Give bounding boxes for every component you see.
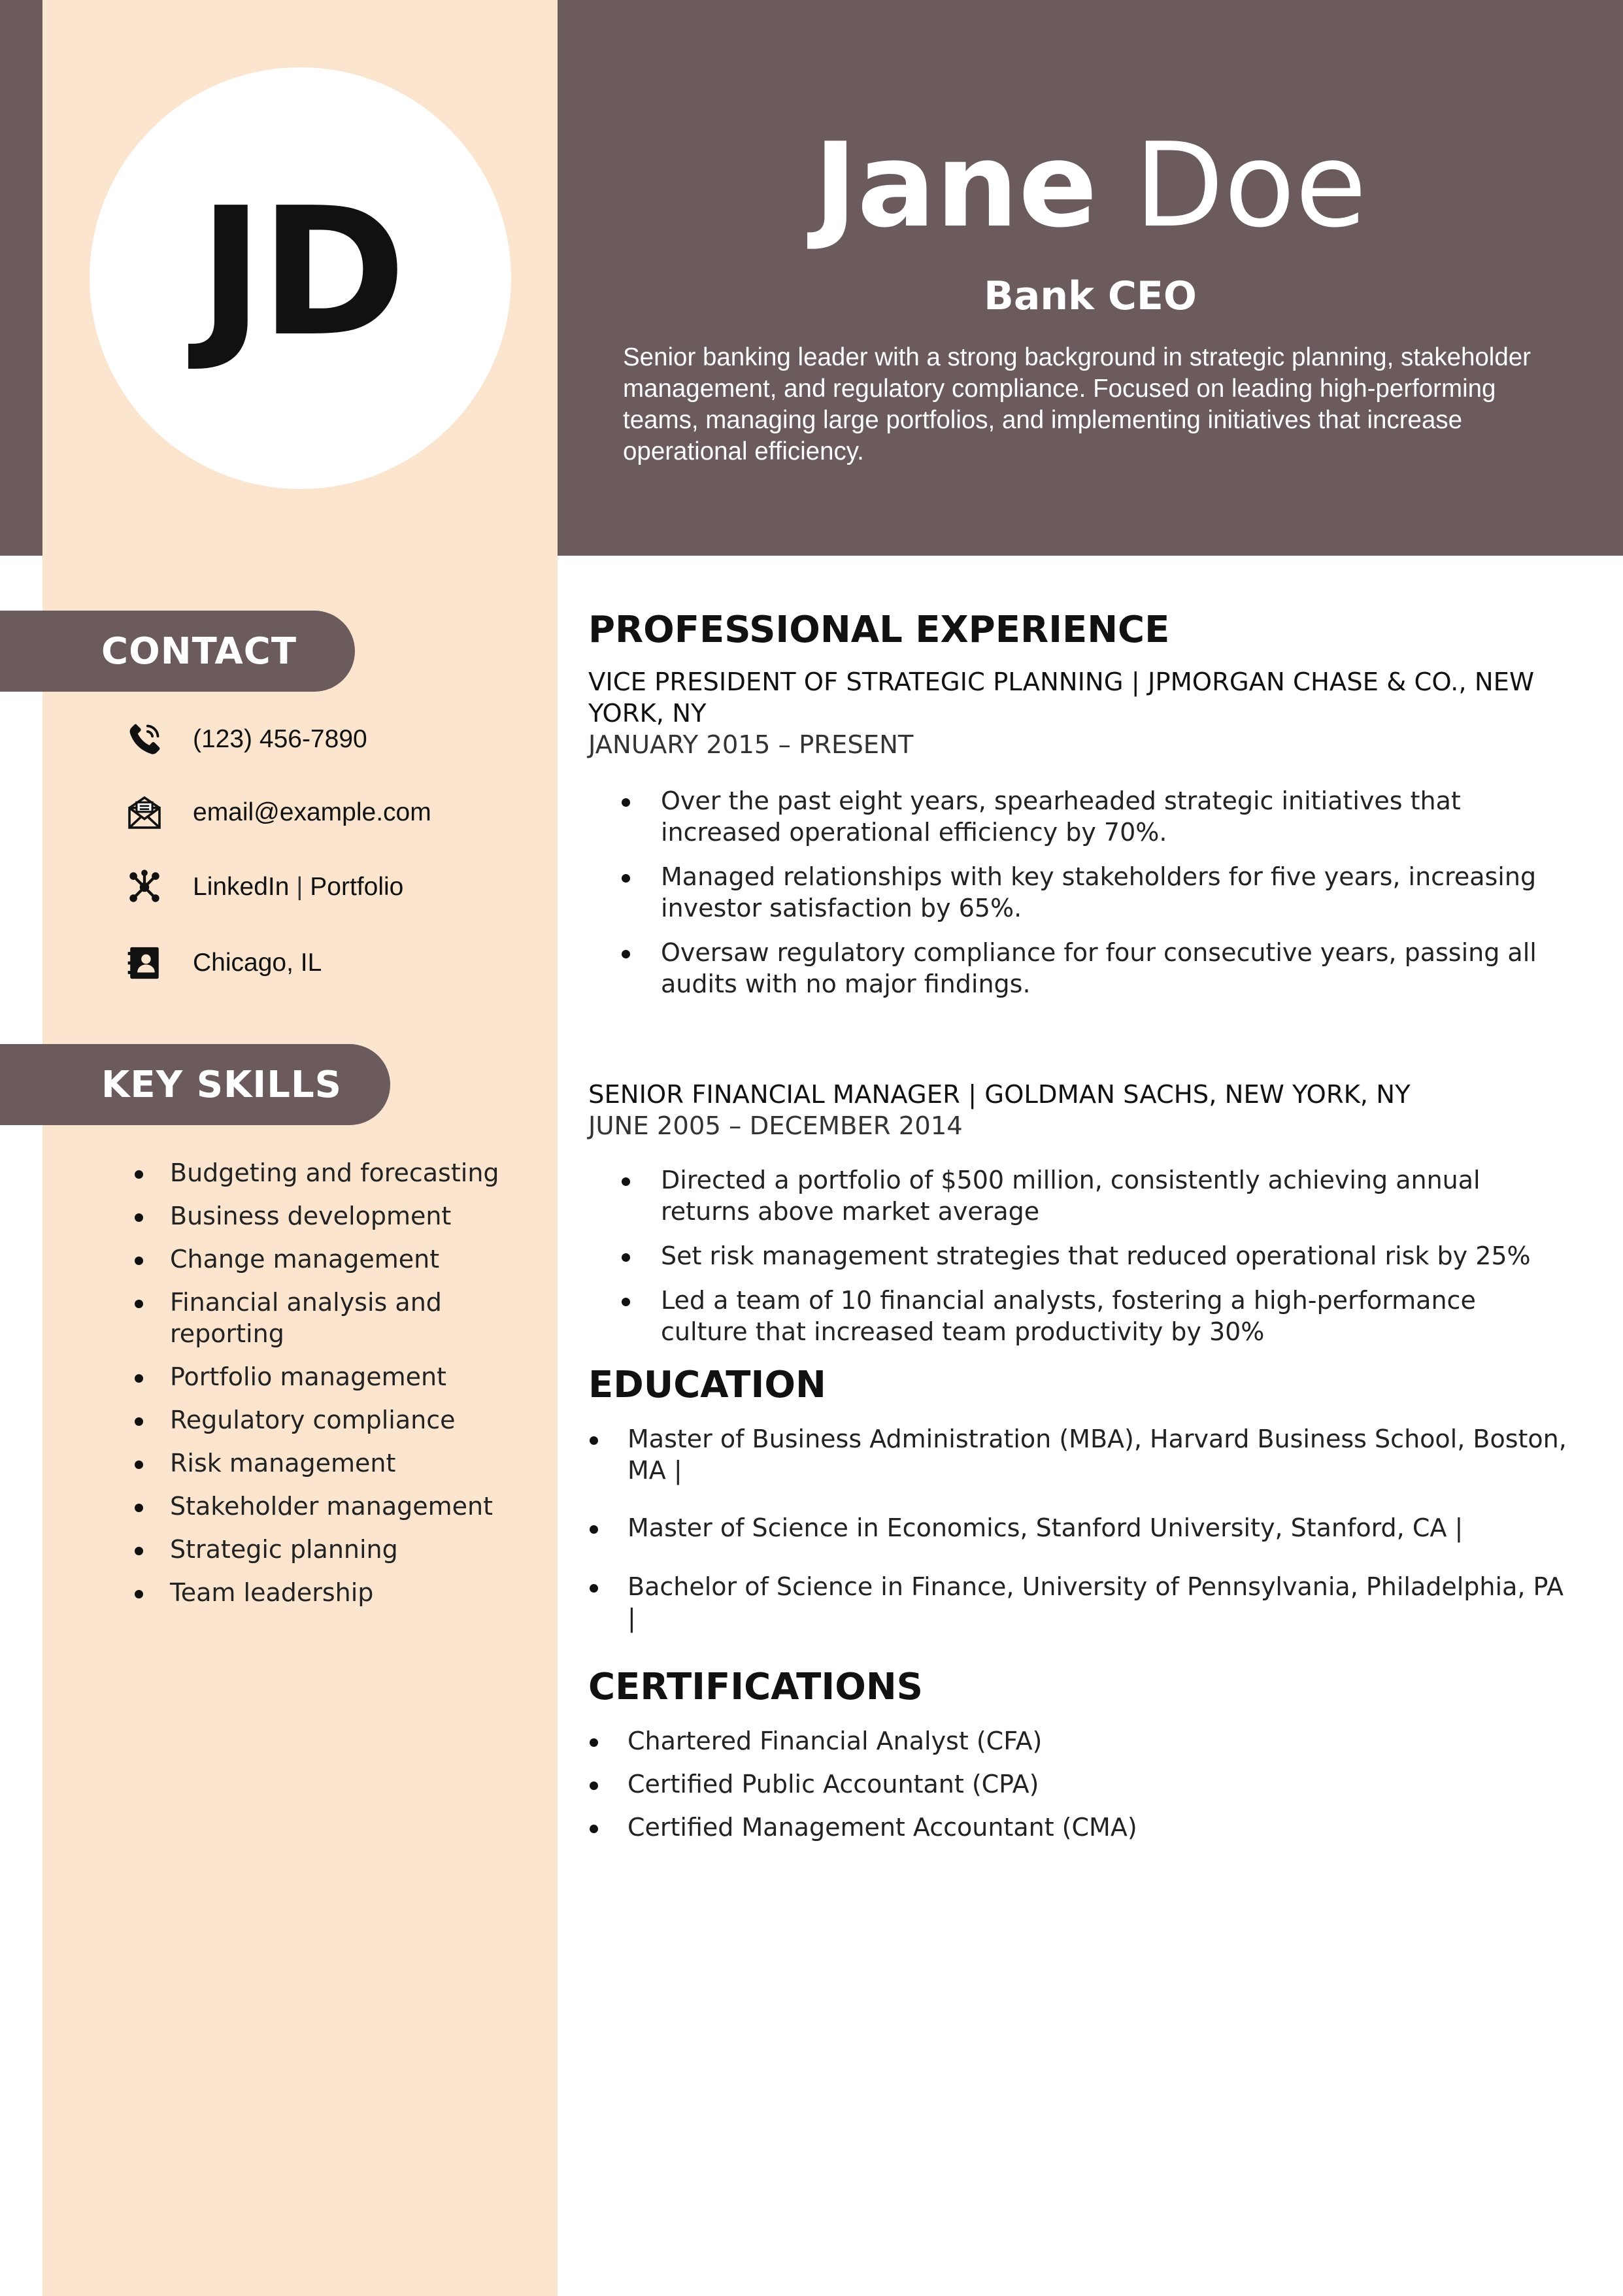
- skills-list: [170, 1157, 523, 1620]
- contact-location: [124, 943, 322, 983]
- left-accent-strip: [0, 0, 42, 556]
- skill-item: Risk management: [170, 1447, 523, 1479]
- network-icon: [124, 867, 165, 907]
- skill-item: Regulatory compliance: [170, 1404, 523, 1436]
- job-entry: [588, 667, 1569, 1000]
- education-list: [588, 1423, 1569, 1634]
- job-bullets: [588, 1164, 1569, 1347]
- education-heading: EDUCATION: [588, 1364, 826, 1406]
- profile-summary: Senior banking leader with a strong background in strategic planning, stakeholder management, and regulatory compliance. Focused on leading high-performing teams, managing large portfolios, and implementing initiatives that increase operational efficiency.: [623, 343, 1531, 465]
- job-dates: JUNE 2005 – DECEMBER 2014: [588, 1111, 963, 1141]
- skill-item: Business development: [170, 1200, 523, 1232]
- envelope-icon: [124, 792, 165, 833]
- job-entry: [588, 1079, 1569, 1347]
- education-item: Master of Business Administration (MBA), Harvard Business School, Boston, MA |: [588, 1423, 1569, 1486]
- job-bullet: Led a team of 10 financial analysts, fostering a high-performance culture that increased team productivity by 30%: [588, 1285, 1569, 1347]
- last-name: Doe: [1134, 118, 1367, 253]
- skill-item: Budgeting and forecasting: [170, 1157, 523, 1189]
- job-title: VICE PRESIDENT OF STRATEGIC PLANNING | JPMORGAN CHASE & CO., NEW YORK, NY: [588, 667, 1535, 728]
- experience-heading: PROFESSIONAL EXPERIENCE: [588, 609, 1170, 651]
- portfolio-link[interactable]: Portfolio: [310, 873, 404, 901]
- phone-number: (123) 456-7890: [193, 725, 367, 753]
- skills-heading: KEY SKILLS: [0, 1044, 390, 1125]
- skill-item: Change management: [170, 1243, 523, 1275]
- main-content: [588, 601, 1569, 1843]
- location-text: Chicago, IL: [193, 949, 322, 977]
- contact-email[interactable]: [124, 792, 431, 833]
- job-role: Bank CEO: [984, 273, 1197, 319]
- certifications-list: [588, 1725, 1569, 1843]
- job-bullet: Set risk management strategies that reduced operational risk by 25%: [588, 1240, 1569, 1272]
- contact-links: [124, 867, 403, 907]
- job-bullets: [588, 785, 1569, 1000]
- skill-item: Stakeholder management: [170, 1491, 523, 1522]
- certification-item: Certified Management Accountant (CMA): [588, 1812, 1569, 1843]
- job-bullet: Over the past eight years, spearheaded strategic initiatives that increased operational efficiency by 70%.: [588, 785, 1569, 848]
- skill-item: Team leadership: [170, 1577, 523, 1608]
- education-item: Master of Science in Economics, Stanford University, Stanford, CA |: [588, 1512, 1569, 1544]
- job-title: SENIOR FINANCIAL MANAGER | GOLDMAN SACHS, NEW YORK, NY: [588, 1080, 1411, 1109]
- certification-item: Certified Public Accountant (CPA): [588, 1768, 1569, 1800]
- links-text: [193, 873, 403, 902]
- phone-icon: [124, 719, 165, 760]
- certifications-heading: CERTIFICATIONS: [588, 1666, 924, 1708]
- skill-item: Financial analysis and reporting: [170, 1287, 458, 1349]
- link-separator: |: [296, 873, 303, 901]
- monogram-badge: [90, 67, 511, 489]
- certification-item: Chartered Financial Analyst (CFA): [588, 1725, 1569, 1757]
- email-address: email@example.com: [193, 798, 431, 826]
- skill-item: Portfolio management: [170, 1361, 523, 1393]
- first-name: Jane: [814, 118, 1097, 253]
- job-bullet: Managed relationships with key stakeholders for five years, increasing investor satisfaction by 65%.: [588, 861, 1569, 924]
- education-item: Bachelor of Science in Finance, University of Pennsylvania, Philadelphia, PA |: [588, 1571, 1569, 1634]
- job-bullet: Oversaw regulatory compliance for four consecutive years, passing all audits with no major findings.: [588, 937, 1569, 1000]
- job-bullet: Directed a portfolio of $500 million, consistently achieving annual returns above market average: [588, 1164, 1569, 1227]
- skill-item: Strategic planning: [170, 1534, 523, 1565]
- candidate-name: [558, 118, 1623, 253]
- monogram-text: JD: [198, 169, 403, 375]
- contact-phone[interactable]: [124, 719, 367, 760]
- address-book-icon: [124, 943, 165, 983]
- job-dates: JANUARY 2015 – PRESENT: [588, 730, 914, 760]
- contact-heading: CONTACT: [0, 611, 355, 692]
- linkedin-link[interactable]: LinkedIn: [193, 873, 290, 901]
